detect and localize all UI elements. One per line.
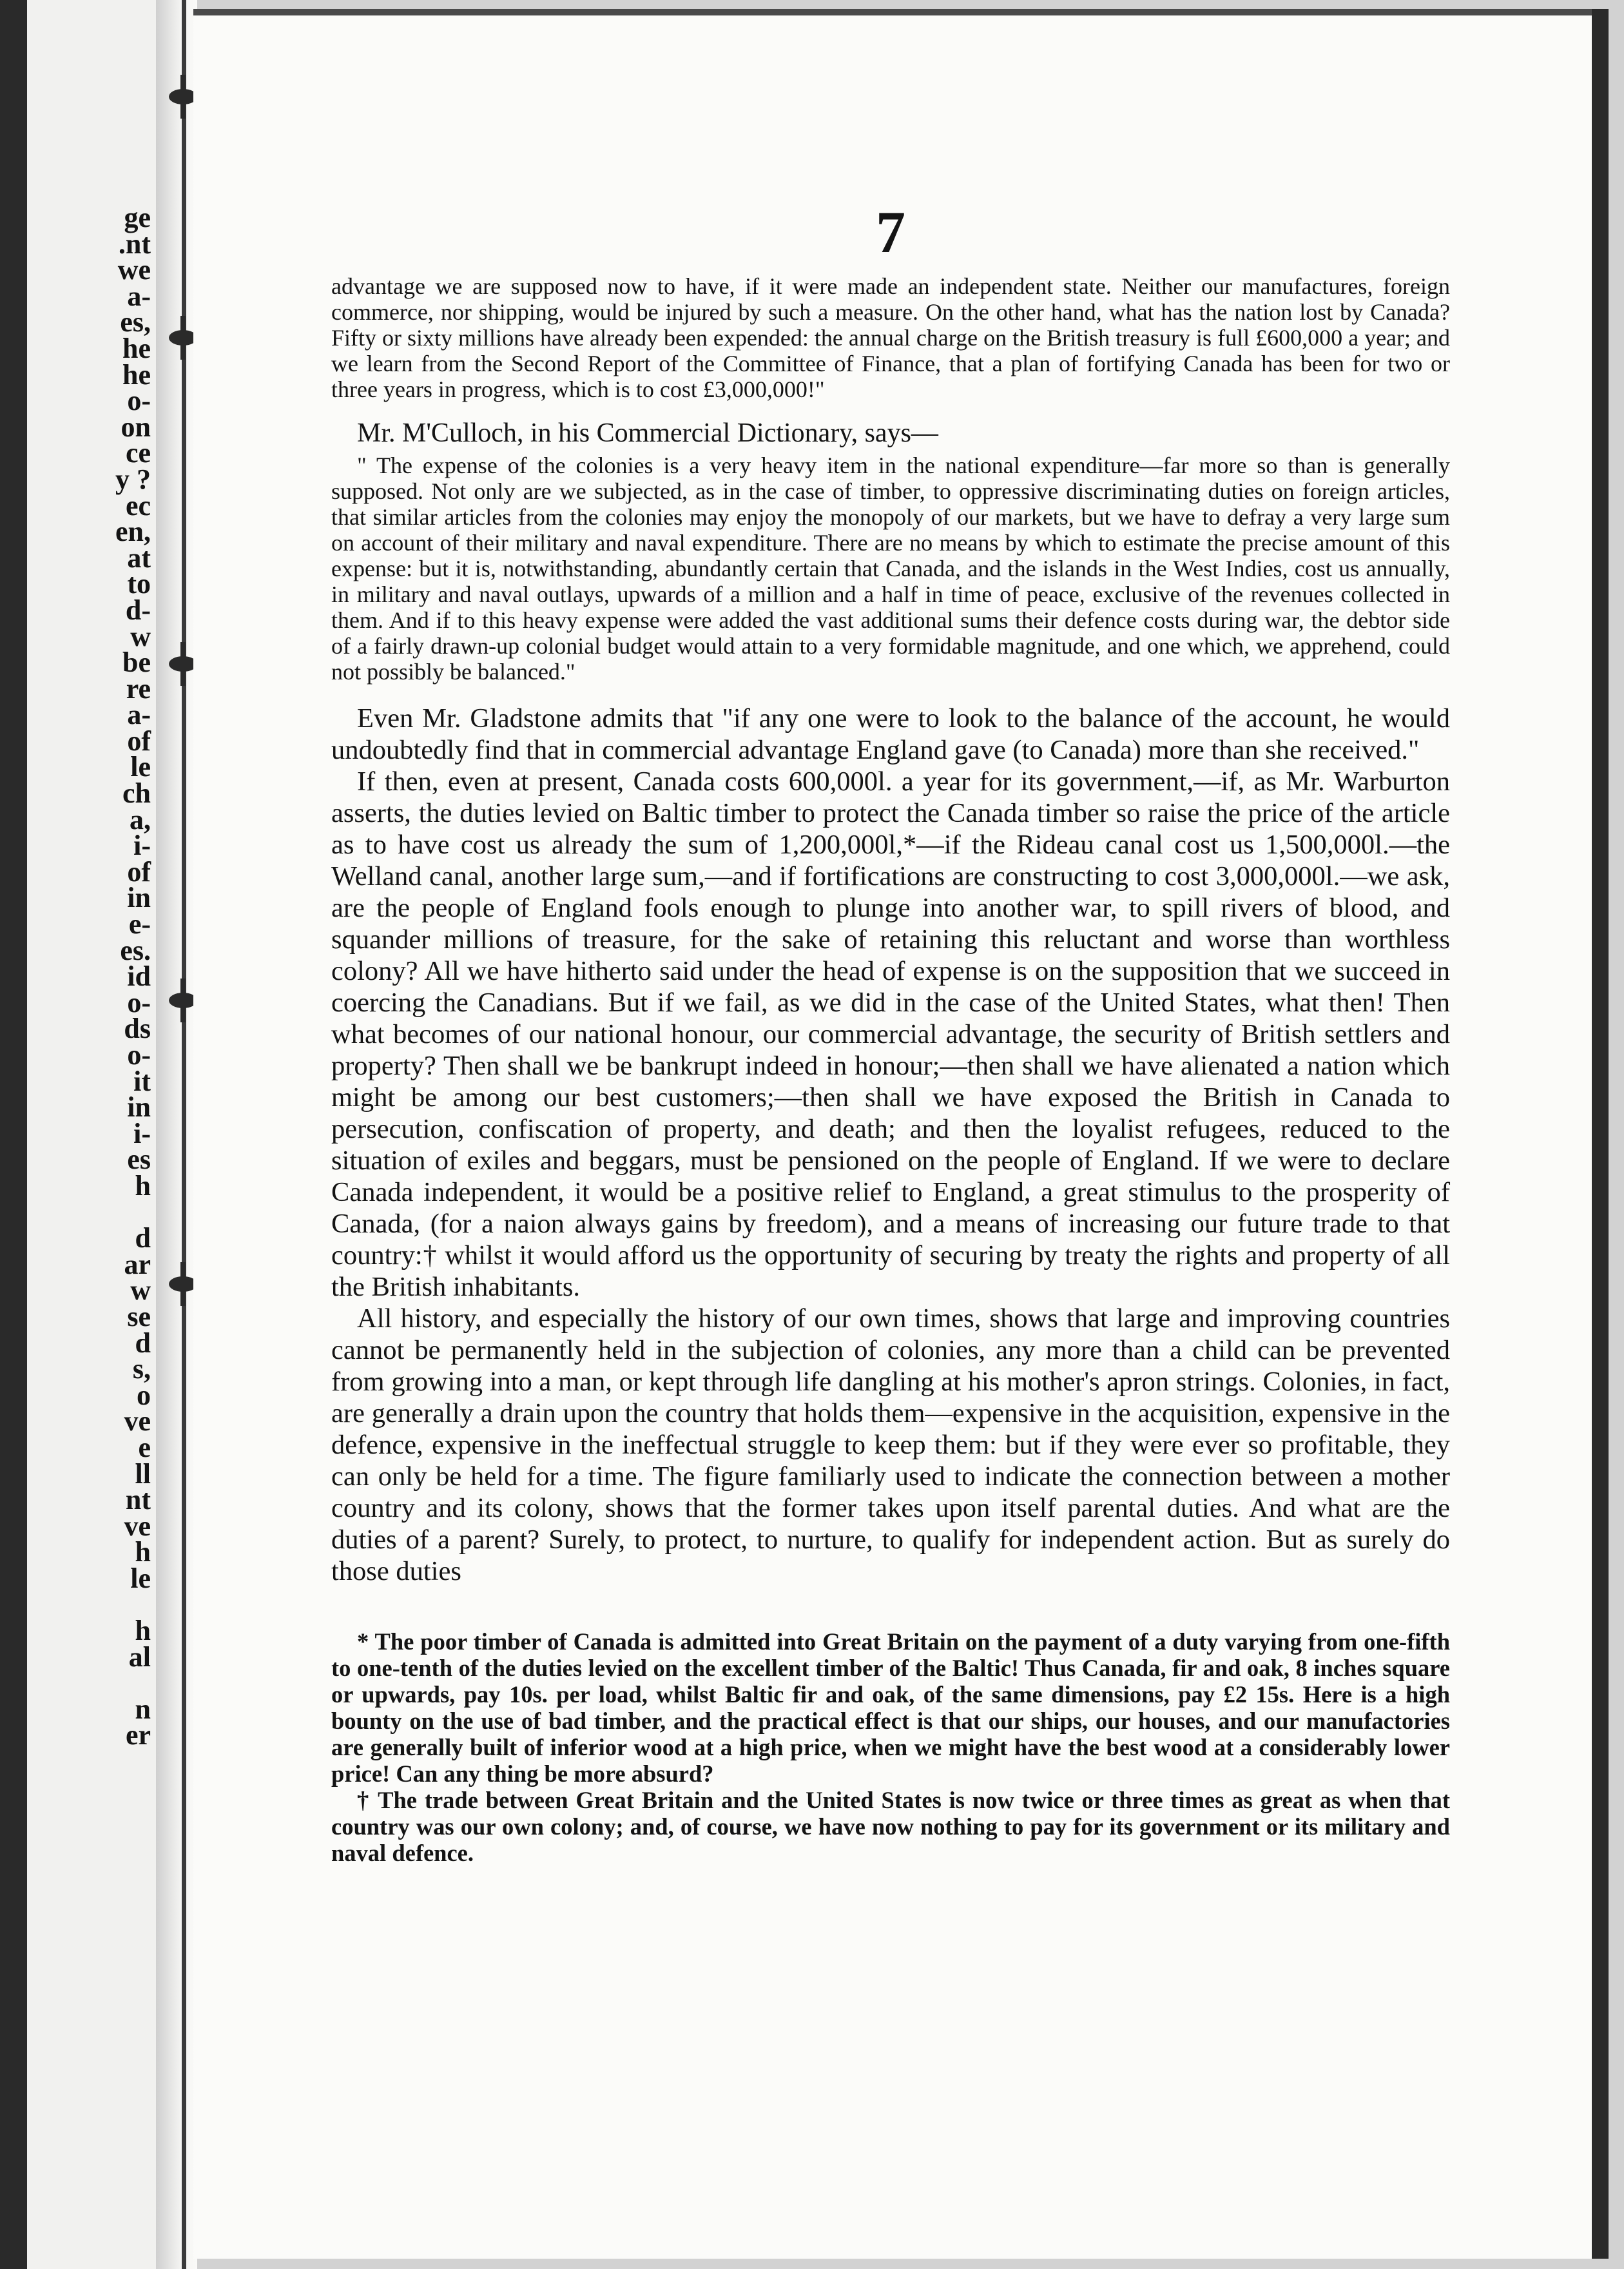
facing-page-fragment: e- (128, 908, 151, 940)
facing-page-fragment: it (133, 1065, 151, 1097)
facing-page-text-fragments (27, 202, 156, 1751)
facing-page-fragment (27, 1592, 156, 1618)
facing-page-fragment: i- (133, 1117, 151, 1149)
page-content (331, 199, 1450, 1866)
facing-page-fragment: d (135, 1327, 151, 1359)
book-gutter (0, 0, 27, 2269)
facing-page-fragment (27, 1670, 156, 1697)
facing-page-fragment: ec (125, 489, 151, 521)
facing-page-fragment: .nt (118, 228, 151, 260)
facing-page-fragment: o- (127, 385, 151, 417)
body-paragraph: If then, even at present, Canada costs 600,000l. a year for its government,—if, as Mr. Warburton asserts, the duties levied on Baltic timber to protect the Canada timber so raise the price of the article as to have cost us already the sum of 1,200,000l,*—if the Rideau canal cost us 1,500,000l.—the Welland canal, another large sum,—and if fortifications are constructing to cost 3,000,000l.—we ask, are the people of England fools enough to plunge into another war, to spill rivers of blood, and squander millions of treasure, for the sake of retaining this reluctant and worse than worthless colony? All we have hitherto said under the head of expense is on the supposition that we succeed in coercing the Canadians. But if we fail, as we did in the case of the United States, what then! Then what becomes of our national honour, our commercial advantage, the security of British settlers and property? Then shall we be bankrupt indeed in honour;—then shall we have alienated a nation which might be among our best customers;—then shall we have exposed the British in Canada to persecution, confiscation of property, and death; and then the loyalist refugees, reduced to the situation of exiles and beggars, must be pensioned on the people of England. If we were to declare Canada independent, it would be a positive relief to England, a great stimulus to the prosperity of Canada, (for a naion always gains by freedom), and a means of increasing our future trade to that country:† whilst it would afford us the opportunity of securing by treaty the rights and property of all the British inhabitants. (331, 766, 1450, 1302)
facing-page-fragment: ve (124, 1510, 151, 1542)
footnote: * The poor timber of Canada is admitted into Great Britain on the payment of a duty varying from one-fifth to one-tenth of the duties levied on the excellent timber of the Baltic! Thus Canada, fir and oak, 8 inches square or upwards, pay 10s. per load, whilst Baltic fir and oak, of the same dimensions, pay £2 15s. Here is a high bounty on the use of bad timber, and the practical effect is that our ships, our houses, and our manufactories are generally built of inferior wood at a high price, when we might have the best wood at a considerably lower price! Can any thing be more absurd? (331, 1628, 1450, 1787)
page-number: 7 (876, 199, 905, 265)
footnote: † The trade between Great Britain and the United States is now twice or three times as great as when that country was our own colony; and, of course, we have now nothing to pay for its government or its military and naval defence. (331, 1787, 1450, 1866)
facing-page-fragment: be (122, 647, 151, 679)
facing-page-fragment: le (130, 751, 151, 783)
quote-paragraph: " The expense of the colonies is a very heavy item in the national expenditure—far more so than is generally supposed. Not only are we subjected, as in the case of timber, to oppressive discriminating duties on foreign articles, that similar articles from the colonies may enjoy the monopoly of our markets, but we have to defray a very large sum on account of their military and naval expenditure. There are no means by which to estimate the precise amount of this expense: but it is, notwithstanding, abundantly certain that Canada, and the islands in the West Indies, cost us annually, in military and naval outlays, upwards of a million and a half in time of peace, exclusive of the revenues collected in them. And if to this heavy expense were added the vast additional sums their defence costs during war, the debtor side of a fairly drawn-up colonial budget would attain to a very formidable magnitude, and one which, we apprehend, could not possibly be balanced." (331, 453, 1450, 685)
facing-page-fragment: es, (120, 306, 151, 338)
facing-page-fragment: n (135, 1693, 151, 1725)
facing-page-fragment: o- (127, 986, 151, 1018)
facing-page-fragment: w (130, 620, 151, 652)
facing-page-fragment: s, (132, 1353, 151, 1385)
facing-page-fragment: e (138, 1431, 151, 1463)
facing-page-fragment: o- (127, 1039, 151, 1071)
facing-page-fragment: to (127, 568, 151, 600)
facing-page-fragment: o (137, 1379, 151, 1411)
facing-page-fragment: we (117, 254, 151, 286)
facing-page-fragment: se (127, 1300, 151, 1332)
facing-page-fragment: er (125, 1719, 151, 1751)
facing-page-fragment: in (127, 1091, 151, 1124)
facing-page-fragment: ar (124, 1248, 151, 1280)
facing-page-fragment: en, (115, 516, 151, 548)
facing-page-fragment: a, (130, 803, 151, 835)
facing-page-fragment: ve (124, 1405, 151, 1437)
page-right-edge (1592, 9, 1609, 2259)
page-top-edge (193, 9, 1609, 15)
facing-page-fragment: al (128, 1641, 151, 1673)
body-paragraph: Even Mr. Gladstone admits that "if any one were to look to the balance of the account, he would undoubtedly find that in commercial advantage England gave (to Canada) more than she received." (331, 703, 1450, 765)
facing-page-fragment: re (126, 672, 151, 705)
facing-page-fragment: h (135, 1169, 151, 1202)
facing-page-fragment: h (135, 1615, 151, 1647)
facing-page-fragment: ds (124, 1013, 151, 1045)
facing-page-fragment: he (122, 332, 151, 364)
facing-page-fragment: ch (122, 777, 151, 810)
facing-page-fragment: ll (135, 1457, 151, 1490)
intro-paragraph: Mr. M'Culloch, in his Commercial Dictionary, says— (357, 418, 938, 448)
facing-page-fragment: id (127, 960, 151, 993)
facing-page-fragment: es. (120, 934, 151, 966)
facing-page-fragment: ce (125, 437, 151, 469)
facing-page-fragment: at (127, 541, 151, 574)
facing-page-fragment: a- (127, 699, 151, 731)
facing-page-fragment: ge (124, 202, 151, 233)
facing-page-fragment: of (127, 855, 151, 888)
facing-page-fragment: of (127, 725, 151, 757)
facing-page-edge (27, 0, 156, 2269)
facing-page-fragment (27, 1200, 156, 1226)
facing-page-fragment: he (122, 358, 151, 391)
facing-page-fragment: i- (133, 830, 151, 862)
quote-paragraph: advantage we are supposed now to have, if it were made an independent state. Neither our manufactures, foreign commerce, nor shipping, would be injured by such a measure. On the other hand, what has the nation lost by Canada? Fifty or sixty millions have already been expended: the annual charge on the British treasury is full £600,000 a year; and we learn from the Second Report of the Committee of Finance, that a plan of fortifying Canada has been for two or three years in progress, which is to cost £3,000,000!" (331, 273, 1450, 402)
body-paragraph: All history, and especially the history of our own times, shows that large and improving countries cannot be permanently held in the subjection of colonies, any more than a child can be prevented from growing into a man, or kept through life dangling at his mother's apron strings. Colonies, in fact, are generally a drain upon the country that holds them—expensive in the acquisition, expensive in the defence, expensive in the ineffectual struggle to keep them: but if they were ever so profitable, they can only be held for a time. The figure familiarly used to indicate the connection between a mother country and its colony, shows that the former takes upon itself parental duties. And what are the duties of a parent? Surely, to protect, to nurture, to qualify for independent action. But as surely do those duties (331, 1303, 1450, 1586)
facing-page-fragment: le (130, 1562, 151, 1594)
facing-page-fragment: y ? (115, 463, 151, 495)
facing-page-fragment: h (135, 1536, 151, 1568)
facing-page-fragment: nt (125, 1484, 151, 1516)
facing-page-fragment: on (121, 411, 151, 443)
facing-page-fragment: in (127, 882, 151, 914)
facing-page-fragment: w (130, 1274, 151, 1307)
facing-page-fragment: d (135, 1222, 151, 1254)
scanned-page (193, 9, 1609, 2259)
facing-page-fragment: a- (127, 280, 151, 312)
facing-page-fragment: d- (125, 594, 151, 626)
facing-page-fragment: es (127, 1144, 151, 1176)
